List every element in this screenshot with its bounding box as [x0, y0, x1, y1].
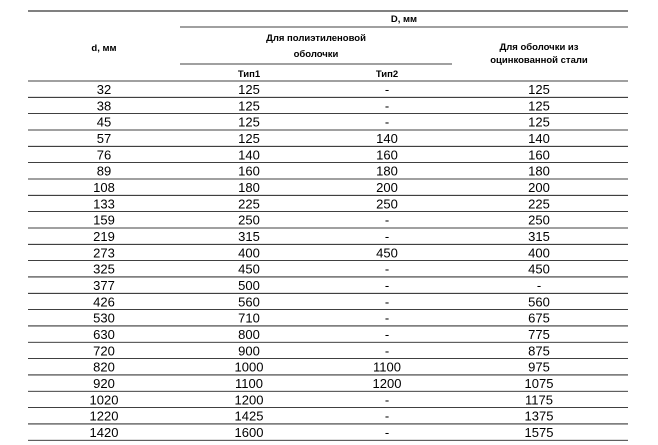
- cell-type1: 450: [238, 261, 260, 277]
- table-body: [28, 82, 628, 440]
- cell-type1: 1425: [234, 408, 264, 424]
- cell-type1: 140: [238, 147, 260, 163]
- cell-type1: 1000: [234, 359, 264, 375]
- cell-type1: 1200: [234, 392, 264, 408]
- cell-d: 133: [93, 196, 115, 212]
- cell-d: 530: [93, 310, 115, 326]
- cell-steel: 1575: [524, 424, 554, 440]
- cell-type2: -: [384, 82, 390, 98]
- cell-steel: 250: [528, 212, 550, 228]
- table-row: [28, 327, 628, 342]
- cell-type2: -: [384, 212, 390, 228]
- cell-type2: 180: [376, 163, 398, 179]
- cell-d: 273: [93, 245, 115, 261]
- cell-type2: 200: [376, 180, 398, 196]
- table-row: [28, 131, 628, 146]
- cell-steel: 125: [528, 114, 550, 130]
- cell-type1: 250: [238, 212, 260, 228]
- cell-steel: 125: [528, 82, 550, 98]
- table-row: [28, 98, 628, 113]
- cell-type1: 315: [238, 229, 260, 244]
- cell-steel: 200: [528, 180, 550, 196]
- cell-type1: 125: [238, 131, 260, 147]
- cell-d: 377: [93, 277, 115, 293]
- table-row: [28, 115, 628, 130]
- table-row: [28, 229, 628, 244]
- cell-type2: 250: [376, 196, 398, 212]
- table-row: [28, 425, 628, 440]
- cell-type1: 710: [238, 310, 260, 326]
- cell-type2: -: [384, 424, 390, 440]
- cell-type2: 1100: [373, 359, 401, 375]
- cell-d: 325: [93, 261, 115, 277]
- header-steel-line1: Для оболочки из: [499, 42, 579, 53]
- cell-type2: -: [384, 326, 390, 342]
- cell-steel: 125: [528, 98, 550, 114]
- cell-steel: 140: [528, 131, 550, 147]
- cell-type1: 125: [238, 98, 260, 114]
- cell-d: 32: [96, 82, 112, 98]
- cell-steel: 1075: [524, 375, 554, 391]
- table-row: [28, 213, 628, 228]
- cell-type2: -: [384, 310, 390, 326]
- cell-steel: 180: [528, 163, 550, 179]
- cell-type1: 1600: [234, 424, 264, 440]
- cell-d: 89: [96, 163, 112, 179]
- table-row: [28, 180, 628, 195]
- cell-d: 57: [96, 131, 112, 147]
- cell-type2: -: [384, 392, 390, 408]
- table-row: [28, 343, 628, 358]
- cell-type1: 125: [238, 114, 260, 130]
- table-row: [28, 196, 628, 211]
- cell-d: 820: [93, 359, 115, 375]
- cell-type2: -: [384, 98, 390, 114]
- table-row: [28, 245, 628, 260]
- table-row: [28, 376, 628, 391]
- cell-type2: -: [384, 343, 390, 359]
- table-row: [28, 409, 628, 424]
- cell-type1: 560: [238, 294, 260, 310]
- cell-d: 219: [93, 229, 115, 244]
- cell-steel: 450: [528, 261, 550, 277]
- table-row: [28, 311, 628, 326]
- cell-type2: 450: [376, 245, 398, 261]
- table-row: [28, 262, 628, 277]
- cell-d: 38: [96, 98, 112, 114]
- cell-d: 630: [93, 326, 115, 342]
- cell-type2: -: [384, 114, 390, 130]
- header-type2: Тип2: [375, 69, 399, 80]
- table-row: [28, 360, 628, 375]
- table-row: [28, 294, 628, 309]
- cell-steel: 560: [528, 294, 550, 310]
- header-steel-line2: оцинкованной стали: [490, 55, 588, 66]
- cell-type2: 160: [376, 147, 398, 163]
- cell-type2: -: [384, 277, 390, 293]
- cell-steel: 775: [528, 326, 550, 342]
- cell-steel: 875: [528, 343, 550, 359]
- cell-d: 108: [93, 180, 115, 196]
- cell-steel: 160: [528, 147, 550, 163]
- table-row: [28, 278, 628, 293]
- cell-d: 1020: [89, 392, 119, 408]
- cell-steel: 225: [528, 196, 550, 212]
- cell-d: 720: [93, 343, 115, 359]
- cell-type1: 180: [238, 180, 260, 196]
- table-row: [28, 82, 628, 97]
- cell-type2: 140: [376, 131, 398, 147]
- cell-type1: 1100: [235, 375, 263, 391]
- header-type1: Тип1: [237, 69, 261, 80]
- cell-steel: -: [536, 277, 542, 293]
- table-row: [28, 392, 628, 407]
- cell-steel: 675: [528, 310, 550, 326]
- cell-d: 45: [96, 114, 112, 130]
- cell-steel: 975: [528, 359, 550, 375]
- cell-type2: -: [384, 408, 390, 424]
- cell-type1: 900: [238, 343, 260, 359]
- cell-d: 920: [93, 375, 115, 391]
- header-poly-line1: Для полиэтиленовой: [266, 33, 366, 44]
- cell-type1: 400: [238, 245, 260, 261]
- header-poly-line2: оболочки: [293, 49, 339, 60]
- cell-type1: 160: [238, 163, 260, 179]
- cell-type2: -: [384, 229, 390, 244]
- cell-d: 1420: [89, 424, 119, 440]
- cell-type1: 225: [238, 196, 260, 212]
- cell-type2: -: [384, 261, 390, 277]
- table-row: [28, 147, 628, 162]
- header-d: d, мм: [91, 43, 117, 54]
- cell-type1: 125: [238, 82, 260, 98]
- header-D: D, мм: [390, 14, 418, 25]
- cell-d: 76: [96, 147, 112, 163]
- cell-steel: 1175: [525, 392, 553, 408]
- cell-d: 1220: [89, 408, 119, 424]
- cell-type2: -: [384, 294, 390, 310]
- cell-steel: 315: [528, 229, 550, 244]
- table-row: [28, 164, 628, 179]
- cell-type2: 1200: [372, 375, 402, 391]
- cell-type1: 500: [238, 277, 260, 293]
- cell-d: 159: [93, 212, 115, 228]
- cell-d: 426: [93, 294, 115, 310]
- cell-type1: 800: [238, 326, 260, 342]
- cell-steel: 400: [528, 245, 550, 261]
- cell-steel: 1375: [524, 408, 554, 424]
